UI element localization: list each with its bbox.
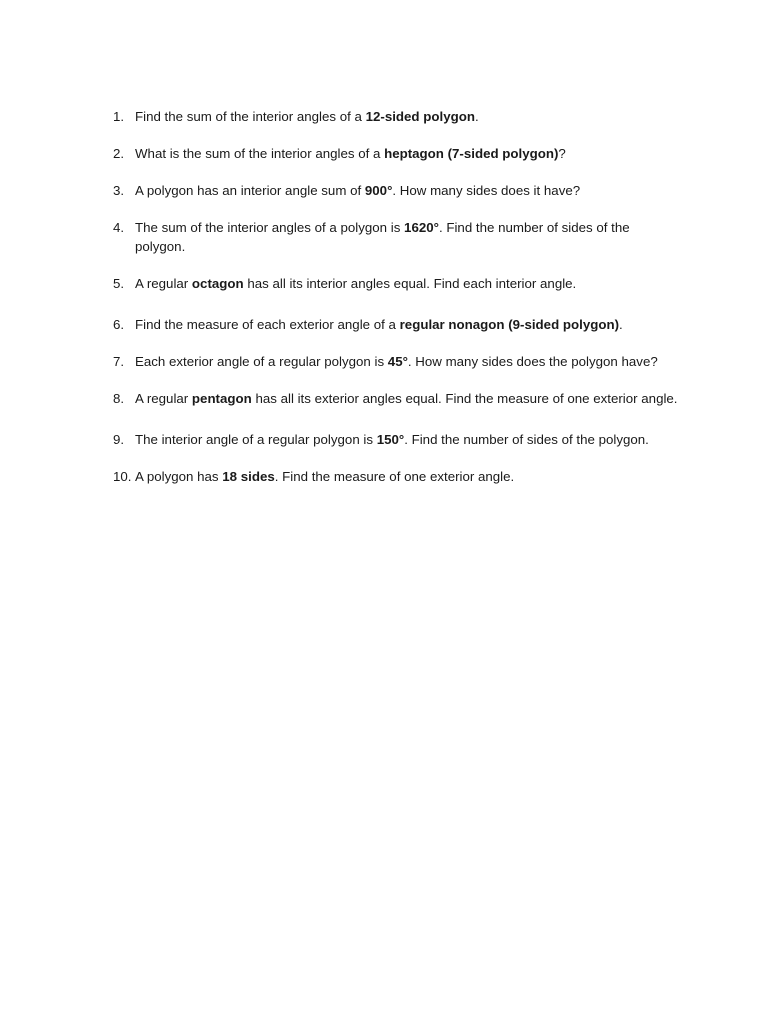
question-item xyxy=(113,430,678,449)
question-item xyxy=(113,467,678,486)
question-number: 4. xyxy=(113,220,125,235)
question-text-segment: A regular xyxy=(135,391,192,406)
question-key-term: regular nonagon (9-sided polygon) xyxy=(399,317,620,332)
question-number: 2. xyxy=(113,146,125,161)
question-number: 3. xyxy=(113,183,125,198)
question-text-segment: The interior angle of a regular polygon is xyxy=(135,432,377,447)
question-number: 7. xyxy=(113,354,125,369)
question-text-segment: . How many sides does it have? xyxy=(392,183,581,198)
question-text xyxy=(135,469,514,484)
question-text xyxy=(135,432,649,447)
question-key-term: 1620° xyxy=(404,220,439,235)
question-text xyxy=(135,317,623,332)
question-text-segment: . xyxy=(474,109,479,124)
question-text-segment: . xyxy=(619,317,623,332)
question-text xyxy=(135,146,566,161)
question-text-segment: ? xyxy=(558,146,566,161)
question-key-term: 45° xyxy=(387,354,408,369)
question-key-term: 900° xyxy=(364,183,393,198)
question-text xyxy=(135,354,658,369)
question-text-segment: A regular xyxy=(135,276,192,291)
question-number: 5. xyxy=(113,276,125,291)
question-item xyxy=(113,181,678,200)
question-key-term: octagon xyxy=(191,276,244,291)
question-item xyxy=(113,107,678,126)
question-key-term: heptagon (7-sided polygon) xyxy=(384,146,559,161)
question-number: 10. xyxy=(113,469,132,484)
question-item xyxy=(113,352,678,371)
question-item xyxy=(113,315,678,334)
question-number: 1. xyxy=(113,109,125,124)
question-key-term: 150° xyxy=(376,432,405,447)
question-text-segment: What is the sum of the interior angles of a xyxy=(135,146,385,161)
question-item xyxy=(113,218,678,256)
question-key-term: 12-sided polygon xyxy=(365,109,475,124)
question-text-segment: . Find the number of sides of the polygon. xyxy=(135,220,630,254)
question-item xyxy=(113,144,678,163)
question-text-segment: has all its exterior angles equal. Find the measure of one exterior angle. xyxy=(251,391,678,406)
question-text-segment: Find the sum of the interior angles of a xyxy=(135,109,366,124)
question-text xyxy=(135,109,479,124)
question-text-segment: Find the measure of each exterior angle of a xyxy=(135,317,400,332)
question-text-segment: . Find the measure of one exterior angle. xyxy=(274,469,515,484)
question-text xyxy=(135,220,630,254)
question-text-segment: Each exterior angle of a regular polygon is xyxy=(135,354,388,369)
question-key-term: pentagon xyxy=(191,391,252,406)
question-text-segment: . How many sides does the polygon have? xyxy=(407,354,658,369)
question-item xyxy=(113,274,678,293)
question-text-segment: A polygon has an interior angle sum of xyxy=(135,183,365,198)
question-text-segment: has all its interior angles equal. Find each interior angle. xyxy=(243,276,577,291)
question-text-segment: A polygon has xyxy=(135,469,223,484)
question-text xyxy=(135,391,678,406)
question-text-segment: . Find the number of sides of the polygon. xyxy=(404,432,649,447)
question-number: 8. xyxy=(113,391,125,406)
question-number: 9. xyxy=(113,432,125,447)
question-key-term: 18 sides xyxy=(222,469,275,484)
question-text xyxy=(135,183,580,198)
question-list xyxy=(113,107,678,504)
question-number: 6. xyxy=(113,317,125,332)
question-text xyxy=(135,276,576,291)
question-item xyxy=(113,389,678,408)
question-text-segment: The sum of the interior angles of a polygon is xyxy=(135,220,405,235)
